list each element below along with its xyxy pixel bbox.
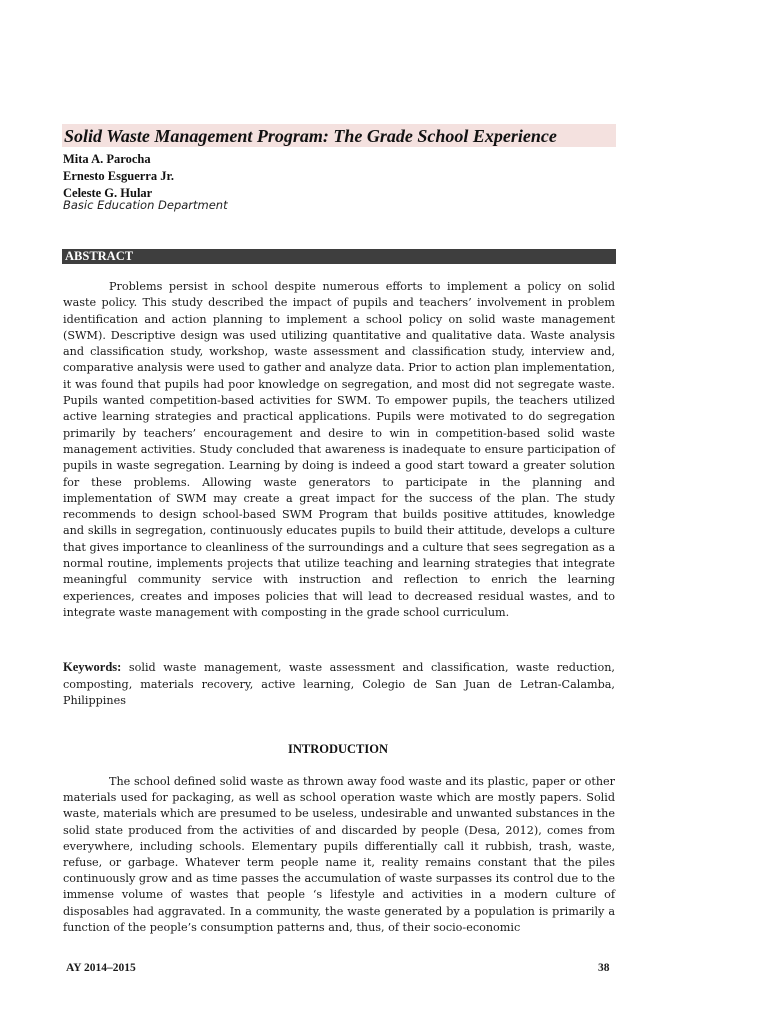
introduction-heading: INTRODUCTION (287, 742, 388, 756)
author-3: Celeste G. Hular (63, 186, 153, 200)
abstract-heading: ABSTRACT (65, 249, 134, 263)
footer-academic-year: AY 2014–2015 (66, 962, 136, 974)
keywords-paragraph (63, 659, 615, 710)
abstract-body: Problems persist in school despite numerous efforts to implement a policy on solid waste policy. This study described the impact of pupils and teachers’ involvement in problem identification and action planning to implement a school policy on solid waste management (SWM). Descriptive design was used utilizing quantitative and qualitative data. Waste analysis and classification study, workshop, waste assessment and classification study, interview and, comparative analysis were used to gather and analyze data. Prior to action plan implementation, it was found that pupils had poor knowledge on segregation, and most did not segregate waste. Pupils wanted competition-based activities for SWM. To empower pupils, the teachers utilized active learning strategies and practical applications. Pupils were motivated to do segregation primarily by teachers’ encouragement and desire to win in competition-based solid waste management activities. Study concluded that awareness is inadequate to ensure participation of pupils in waste segregation. Learning by doing is indeed a good start toward a greater solution for these problems. Allowing waste generators to participate in the planning and implementation of SWM may create a great impact for the success of the plan. The study recommends to design school-based SWM Program that builds positive attitudes, knowledge and skills in segregation, continuously educates pupils to build their attitude, develops a culture that gives importance to cleanliness of the surroundings and a culture that sees segregation as a normal routine, implements projects that utilize teaching and learning strategies that integrate meaningful community service with instruction and reflection to enrich the learning experiences, creates and imposes policies that will lead to decreased residual wastes, and to integrate waste management with composting in the grade school curriculum. (63, 280, 615, 619)
footer-page-number: 38 (598, 962, 610, 974)
paper-title: Solid Waste Management Program: The Grade School Experience (64, 126, 557, 146)
abstract-heading-bar (62, 249, 616, 264)
keywords-text: solid waste management, waste assessment and classification, waste reduction, composting, materials recovery, active learning, Colegio de San Juan de Letran-Calamba, Philippines (63, 661, 615, 707)
department: Basic Education Department (63, 198, 228, 212)
author-list (63, 151, 174, 202)
author-2: Ernesto Esguerra Jr. (63, 169, 174, 183)
keywords-label: Keywords: (63, 660, 122, 674)
introduction-body: The school defined solid waste as thrown away food waste and its plastic, paper or other materials used for packaging, as well as school operation waste which are mostly papers. Solid waste, materials which are presumed to be useless, undesirable and unwanted substances in the solid state produced from the activities of and discarded by people (Desa, 2012), comes from everywhere, including schools. Elementary pupils differentially call it rubbish, trash, waste, refuse, or garbage. Whatever term people name it, reality remains constant that the piles continuously grow and as time passes the accumulation of waste surpasses its control due to the immense volume of wastes that people ‘s lifestyle and activities in a modern culture of disposables had aggravated. In a community, the waste generated by a population is primarily a function of the people’s consumption patterns and, thus, of their socio-economic (63, 775, 615, 934)
author-1: Mita A. Parocha (63, 152, 151, 166)
